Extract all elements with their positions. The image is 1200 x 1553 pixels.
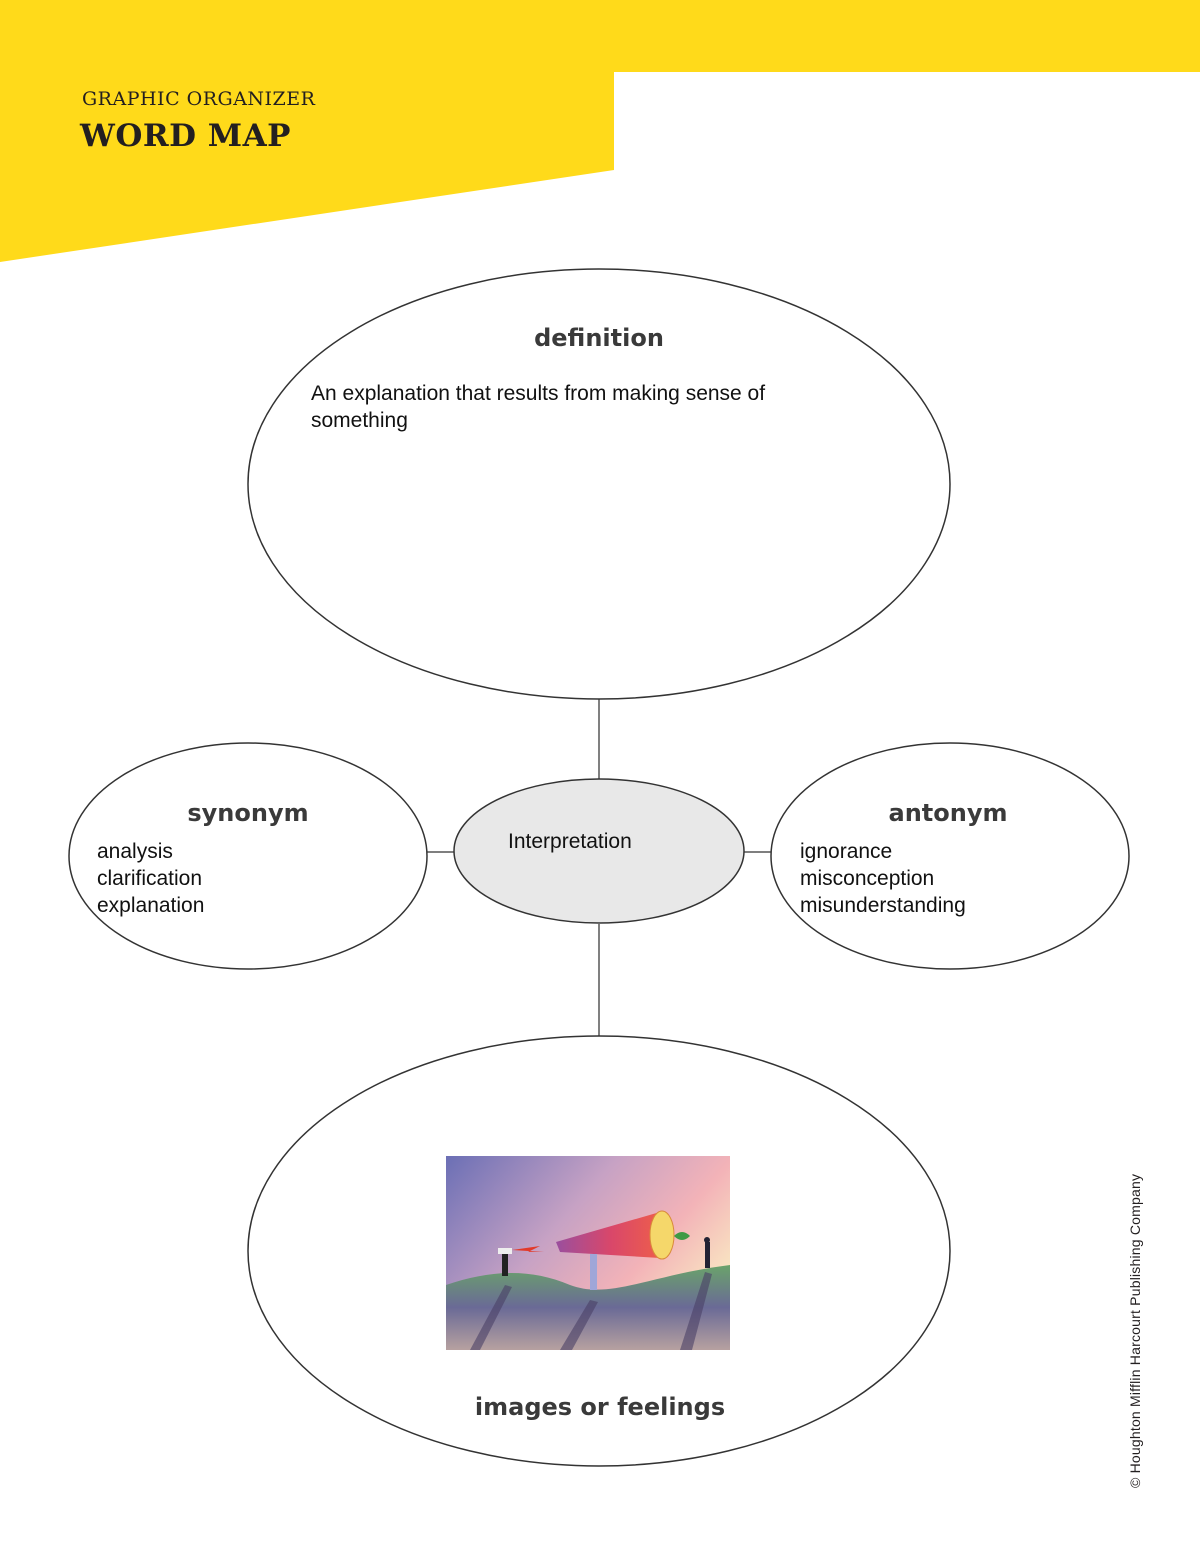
definition-heading: definition (534, 324, 664, 352)
copyright-text: © Houghton Mifflin Harcourt Publishing Company (1127, 1173, 1143, 1488)
synonym-list (97, 838, 357, 917)
synonym-item: clarification (97, 867, 203, 890)
synonym-item: analysis (97, 840, 173, 863)
antonym-list (800, 838, 1060, 917)
header-title: WORD MAP (80, 118, 291, 154)
synonym-item: explanation (97, 894, 205, 917)
illustration-image (446, 1156, 730, 1350)
synonym-heading: synonym (187, 799, 309, 827)
antonym-item: misunderstanding (800, 894, 966, 917)
images-heading: images or feelings (474, 1393, 726, 1421)
antonym-item: misconception (800, 867, 935, 890)
center-word: Interpretation (508, 830, 632, 853)
header-subtitle: GRAPHIC ORGANIZER (82, 88, 316, 110)
antonym-item: ignorance (800, 840, 893, 863)
antonym-heading: antonym (888, 799, 1008, 827)
definition-text: An explanation that results from making sense of something (311, 382, 766, 432)
